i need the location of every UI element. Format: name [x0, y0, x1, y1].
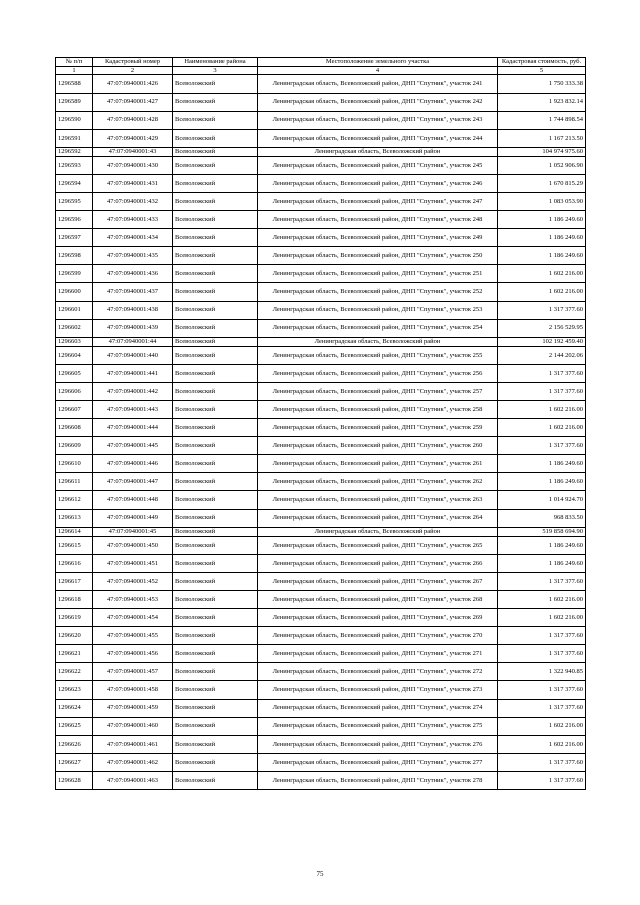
table-row [56, 401, 586, 419]
location-cell: Ленинградская область, Всеволожский район, ДНП "Спутник", участок 276 [258, 735, 498, 753]
header-number: № п/п [56, 58, 93, 67]
cadastral-value-cell: 1 670 815.29 [498, 174, 586, 192]
location-cell: Ленинградская область, Всеволожский район, ДНП "Спутник", участок 269 [258, 609, 498, 627]
district-cell: Всеволожский [173, 346, 258, 364]
row-number-cell: 1296618 [56, 590, 93, 608]
table-row [56, 554, 586, 572]
location-cell: Ленинградская область, Всеволожский район, ДНП "Спутник", участок 270 [258, 627, 498, 645]
table-row [56, 509, 586, 527]
cadastral-value-cell: 1 317 377.60 [498, 771, 586, 789]
table-row [56, 663, 586, 681]
table-row [56, 364, 586, 382]
cadastral-number-cell: 47:07:0940001:441 [93, 364, 173, 382]
location-cell: Ленинградская область, Всеволожский район, ДНП "Спутник", участок 244 [258, 129, 498, 147]
cadastral-number-cell: 47:07:0940001:449 [93, 509, 173, 527]
district-cell: Всеволожский [173, 735, 258, 753]
district-cell: Всеволожский [173, 753, 258, 771]
cadastral-value-cell: 1 317 377.60 [498, 572, 586, 590]
cadastral-number-cell: 47:07:0940001:439 [93, 319, 173, 337]
district-cell: Всеволожский [173, 771, 258, 789]
cadastral-number-cell: 47:07:0940001:435 [93, 247, 173, 265]
cadastral-number-cell: 47:07:0940001:445 [93, 437, 173, 455]
cadastral-value-cell: 1 186 249.60 [498, 211, 586, 229]
row-number-cell: 1296619 [56, 609, 93, 627]
cadastral-value-cell: 1 052 906.90 [498, 156, 586, 174]
cadastral-number-cell: 47:07:0940001:461 [93, 735, 173, 753]
location-cell: Ленинградская область, Всеволожский район, ДНП "Спутник", участок 257 [258, 382, 498, 400]
row-number-cell: 1296622 [56, 663, 93, 681]
district-cell: Всеволожский [173, 147, 258, 156]
district-cell: Всеволожский [173, 283, 258, 301]
row-number-cell: 1296624 [56, 699, 93, 717]
cadastral-value-cell: 1 602 216.00 [498, 735, 586, 753]
table-row [56, 265, 586, 283]
cadastral-value-cell: 1 602 216.00 [498, 401, 586, 419]
cadastral-value-cell: 1 744 898.54 [498, 111, 586, 129]
location-cell: Ленинградская область, Всеволожский район, ДНП "Спутник", участок 263 [258, 491, 498, 509]
row-number-cell: 1296613 [56, 509, 93, 527]
row-number-cell: 1296627 [56, 753, 93, 771]
cadastral-value-cell: 1 602 216.00 [498, 419, 586, 437]
district-cell: Всеволожский [173, 419, 258, 437]
district-cell: Всеволожский [173, 491, 258, 509]
district-cell: Всеволожский [173, 229, 258, 247]
row-number-cell: 1296614 [56, 527, 93, 536]
cadastral-number-cell: 47:07:0940001:458 [93, 681, 173, 699]
location-cell: Ленинградская область, Всеволожский район, ДНП "Спутник", участок 265 [258, 536, 498, 554]
header-location: Местоположение земельного участка [258, 58, 498, 67]
column-number: 3 [173, 67, 258, 75]
location-cell: Ленинградская область, Всеволожский район [258, 527, 498, 536]
table-row [56, 211, 586, 229]
location-cell: Ленинградская область, Всеволожский район, ДНП "Спутник", участок 249 [258, 229, 498, 247]
district-cell: Всеволожский [173, 75, 258, 93]
district-cell: Всеволожский [173, 192, 258, 210]
table-row [56, 192, 586, 210]
table-row [56, 491, 586, 509]
row-number-cell: 1296599 [56, 265, 93, 283]
district-cell: Всеволожский [173, 129, 258, 147]
cadastral-number-cell: 47:07:0940001:430 [93, 156, 173, 174]
cadastral-number-cell: 47:07:0940001:446 [93, 455, 173, 473]
row-number-cell: 1296591 [56, 129, 93, 147]
district-cell: Всеволожский [173, 590, 258, 608]
location-cell: Ленинградская область, Всеволожский район, ДНП "Спутник", участок 243 [258, 111, 498, 129]
row-number-cell: 1296620 [56, 627, 93, 645]
district-cell: Всеволожский [173, 211, 258, 229]
district-cell: Всеволожский [173, 319, 258, 337]
district-cell: Всеволожский [173, 609, 258, 627]
cadastral-number-cell: 47:07:0940001:443 [93, 401, 173, 419]
district-cell: Всеволожский [173, 554, 258, 572]
cadastral-value-cell: 1 923 832.14 [498, 93, 586, 111]
table-row [56, 735, 586, 753]
cadastral-number-cell: 47:07:0940001:431 [93, 174, 173, 192]
district-cell: Всеволожский [173, 509, 258, 527]
row-number-cell: 1296602 [56, 319, 93, 337]
row-number-cell: 1296609 [56, 437, 93, 455]
location-cell: Ленинградская область, Всеволожский район, ДНП "Спутник", участок 261 [258, 455, 498, 473]
row-number-cell: 1296625 [56, 717, 93, 735]
district-cell: Всеволожский [173, 401, 258, 419]
cadastral-value-cell: 1 186 249.60 [498, 247, 586, 265]
district-cell: Всеволожский [173, 455, 258, 473]
cadastral-number-cell: 47:07:0940001:453 [93, 590, 173, 608]
cadastral-number-cell: 47:07:0940001:462 [93, 753, 173, 771]
cadastral-number-cell: 47:07:0940001:432 [93, 192, 173, 210]
cadastral-value-cell: 1 083 053.90 [498, 192, 586, 210]
cadastral-value-cell: 1 602 216.00 [498, 265, 586, 283]
cadastral-value-cell: 1 317 377.60 [498, 681, 586, 699]
cadastral-number-cell: 47:07:0940001:44 [93, 337, 173, 346]
location-cell: Ленинградская область, Всеволожский район, ДНП "Спутник", участок 255 [258, 346, 498, 364]
table-row [56, 247, 586, 265]
cadastral-number-cell: 47:07:0940001:448 [93, 491, 173, 509]
cadastral-value-cell: 1 186 249.60 [498, 554, 586, 572]
cadastral-number-cell: 47:07:0940001:434 [93, 229, 173, 247]
row-number-cell: 1296600 [56, 283, 93, 301]
row-number-cell: 1296601 [56, 301, 93, 319]
row-number-cell: 1296623 [56, 681, 93, 699]
location-cell: Ленинградская область, Всеволожский район, ДНП "Спутник", участок 268 [258, 590, 498, 608]
cadastral-value-cell: 2 144 202.06 [498, 346, 586, 364]
cadastral-number-cell: 47:07:0940001:433 [93, 211, 173, 229]
cadastral-value-cell: 1 602 216.00 [498, 717, 586, 735]
row-number-cell: 1296616 [56, 554, 93, 572]
column-number: 1 [56, 67, 93, 75]
district-cell: Всеволожский [173, 536, 258, 554]
cadastral-number-cell: 47:07:0940001:440 [93, 346, 173, 364]
row-number-cell: 1296593 [56, 156, 93, 174]
row-number-cell: 1296604 [56, 346, 93, 364]
district-cell: Всеволожский [173, 156, 258, 174]
cadastral-value-cell: 1 602 216.00 [498, 283, 586, 301]
table-row [56, 382, 586, 400]
cadastral-value-cell: 1 186 249.60 [498, 455, 586, 473]
table-row [56, 681, 586, 699]
district-cell: Всеволожский [173, 111, 258, 129]
column-number: 2 [93, 67, 173, 75]
district-cell: Всеволожский [173, 699, 258, 717]
location-cell: Ленинградская область, Всеволожский район, ДНП "Спутник", участок 266 [258, 554, 498, 572]
location-cell: Ленинградская область, Всеволожский район, ДНП "Спутник", участок 274 [258, 699, 498, 717]
table-row [56, 346, 586, 364]
cadastral-number-cell: 47:07:0940001:436 [93, 265, 173, 283]
cadastral-number-cell: 47:07:0940001:454 [93, 609, 173, 627]
location-cell: Ленинградская область, Всеволожский район, ДНП "Спутник", участок 253 [258, 301, 498, 319]
district-cell: Всеволожский [173, 437, 258, 455]
cadastral-number-cell: 47:07:0940001:450 [93, 536, 173, 554]
row-number-cell: 1296621 [56, 645, 93, 663]
table-row [56, 717, 586, 735]
cadastral-number-cell: 47:07:0940001:457 [93, 663, 173, 681]
table-row [56, 473, 586, 491]
table-row [56, 455, 586, 473]
column-number: 4 [258, 67, 498, 75]
district-cell: Всеволожский [173, 681, 258, 699]
cadastral-value-cell: 1 167 213.50 [498, 129, 586, 147]
row-number-cell: 1296590 [56, 111, 93, 129]
row-number-cell: 1296595 [56, 192, 93, 210]
table-row [56, 419, 586, 437]
table-row [56, 645, 586, 663]
cadastral-value-cell: 1 014 924.70 [498, 491, 586, 509]
district-cell: Всеволожский [173, 364, 258, 382]
header-cadastral-number: Кадастровый номер [93, 58, 173, 67]
location-cell: Ленинградская область, Всеволожский район, ДНП "Спутник", участок 260 [258, 437, 498, 455]
cadastral-value-cell: 1 602 216.00 [498, 609, 586, 627]
cadastral-value-cell: 2 156 529.95 [498, 319, 586, 337]
row-number-cell: 1296598 [56, 247, 93, 265]
location-cell: Ленинградская область, Всеволожский район, ДНП "Спутник", участок 262 [258, 473, 498, 491]
table-header-row [56, 58, 586, 67]
table-row [56, 753, 586, 771]
cadastral-value-cell: 1 322 940.85 [498, 663, 586, 681]
table-row [56, 319, 586, 337]
district-cell: Всеволожский [173, 572, 258, 590]
column-number-row [56, 67, 586, 75]
location-cell: Ленинградская область, Всеволожский район, ДНП "Спутник", участок 264 [258, 509, 498, 527]
location-cell: Ленинградская область, Всеволожский район, ДНП "Спутник", участок 277 [258, 753, 498, 771]
cadastral-value-cell: 1 602 216.00 [498, 590, 586, 608]
location-cell: Ленинградская область, Всеволожский район, ДНП "Спутник", участок 275 [258, 717, 498, 735]
cadastral-number-cell: 47:07:0940001:442 [93, 382, 173, 400]
district-cell: Всеволожский [173, 717, 258, 735]
column-number: 5 [498, 67, 586, 75]
district-cell: Всеволожский [173, 645, 258, 663]
district-cell: Всеволожский [173, 301, 258, 319]
cadastral-value-cell: 1 186 249.60 [498, 473, 586, 491]
district-cell: Всеволожский [173, 627, 258, 645]
cadastral-number-cell: 47:07:0940001:43 [93, 147, 173, 156]
header-cadastral-value: Кадастровая стоимость, руб. [498, 58, 586, 67]
row-number-cell: 1296603 [56, 337, 93, 346]
cadastral-number-cell: 47:07:0940001:429 [93, 129, 173, 147]
table-row [56, 609, 586, 627]
location-cell: Ленинградская область, Всеволожский район, ДНП "Спутник", участок 250 [258, 247, 498, 265]
cadastral-number-cell: 47:07:0940001:460 [93, 717, 173, 735]
location-cell: Ленинградская область, Всеволожский район, ДНП "Спутник", участок 272 [258, 663, 498, 681]
district-cell: Всеволожский [173, 337, 258, 346]
row-number-cell: 1296596 [56, 211, 93, 229]
table-row [56, 536, 586, 554]
location-cell: Ленинградская область, Всеволожский район, ДНП "Спутник", участок 273 [258, 681, 498, 699]
row-number-cell: 1296615 [56, 536, 93, 554]
cadastral-number-cell: 47:07:0940001:438 [93, 301, 173, 319]
cadastral-value-cell: 104 974 975.60 [498, 147, 586, 156]
table-row [56, 129, 586, 147]
row-number-cell: 1296611 [56, 473, 93, 491]
location-cell: Ленинградская область, Всеволожский район, ДНП "Спутник", участок 254 [258, 319, 498, 337]
row-number-cell: 1296612 [56, 491, 93, 509]
row-number-cell: 1296610 [56, 455, 93, 473]
district-cell: Всеволожский [173, 382, 258, 400]
district-cell: Всеволожский [173, 527, 258, 536]
row-number-cell: 1296607 [56, 401, 93, 419]
cadastral-number-cell: 47:07:0940001:455 [93, 627, 173, 645]
cadastral-number-cell: 47:07:0940001:444 [93, 419, 173, 437]
row-number-cell: 1296605 [56, 364, 93, 382]
row-number-cell: 1296608 [56, 419, 93, 437]
district-cell: Всеволожский [173, 473, 258, 491]
location-cell: Ленинградская область, Всеволожский район, ДНП "Спутник", участок 246 [258, 174, 498, 192]
location-cell: Ленинградская область, Всеволожский район, ДНП "Спутник", участок 245 [258, 156, 498, 174]
location-cell: Ленинградская область, Всеволожский район, ДНП "Спутник", участок 251 [258, 265, 498, 283]
district-cell: Всеволожский [173, 174, 258, 192]
cadastral-value-cell: 1 317 377.60 [498, 364, 586, 382]
location-cell: Ленинградская область, Всеволожский район, ДНП "Спутник", участок 242 [258, 93, 498, 111]
cadastral-value-cell: 1 186 249.60 [498, 536, 586, 554]
row-number-cell: 1296588 [56, 75, 93, 93]
location-cell: Ленинградская область, Всеволожский район, ДНП "Спутник", участок 258 [258, 401, 498, 419]
table-row [56, 301, 586, 319]
row-number-cell: 1296589 [56, 93, 93, 111]
table-row [56, 627, 586, 645]
row-number-cell: 1296592 [56, 147, 93, 156]
table-row [56, 771, 586, 789]
location-cell: Ленинградская область, Всеволожский район, ДНП "Спутник", участок 267 [258, 572, 498, 590]
cadastral-value-cell: 1 317 377.60 [498, 301, 586, 319]
table-row [56, 590, 586, 608]
row-number-cell: 1296597 [56, 229, 93, 247]
table-row [56, 147, 586, 156]
location-cell: Ленинградская область, Всеволожский район, ДНП "Спутник", участок 252 [258, 283, 498, 301]
location-cell: Ленинградская область, Всеволожский район, ДНП "Спутник", участок 241 [258, 75, 498, 93]
table-row [56, 699, 586, 717]
cadastral-value-cell: 1 317 377.60 [498, 627, 586, 645]
cadastral-value-cell: 1 317 377.60 [498, 753, 586, 771]
district-cell: Всеволожский [173, 247, 258, 265]
cadastral-number-cell: 47:07:0940001:428 [93, 111, 173, 129]
location-cell: Ленинградская область, Всеволожский район, ДНП "Спутник", участок 247 [258, 192, 498, 210]
cadastral-number-cell: 47:07:0940001:452 [93, 572, 173, 590]
cadastral-value-cell: 1 317 377.60 [498, 382, 586, 400]
cadastral-number-cell: 47:07:0940001:459 [93, 699, 173, 717]
cadastral-value-cell: 968 833.50 [498, 509, 586, 527]
cadastral-number-cell: 47:07:0940001:437 [93, 283, 173, 301]
cadastral-number-cell: 47:07:0940001:427 [93, 93, 173, 111]
district-cell: Всеволожский [173, 93, 258, 111]
table-row [56, 156, 586, 174]
district-cell: Всеволожский [173, 663, 258, 681]
location-cell: Ленинградская область, Всеволожский район, ДНП "Спутник", участок 248 [258, 211, 498, 229]
table-row [56, 527, 586, 536]
table-row [56, 75, 586, 93]
cadastral-value-cell: 1 750 333.38 [498, 75, 586, 93]
location-cell: Ленинградская область, Всеволожский район, ДНП "Спутник", участок 278 [258, 771, 498, 789]
cadastral-number-cell: 47:07:0940001:451 [93, 554, 173, 572]
table-row [56, 111, 586, 129]
table-body [56, 75, 586, 790]
table-row [56, 437, 586, 455]
table-row [56, 572, 586, 590]
row-number-cell: 1296628 [56, 771, 93, 789]
cadastral-number-cell: 47:07:0940001:463 [93, 771, 173, 789]
cadastral-number-cell: 47:07:0940001:426 [93, 75, 173, 93]
table-row [56, 283, 586, 301]
location-cell: Ленинградская область, Всеволожский район [258, 337, 498, 346]
cadastral-value-table [55, 57, 586, 790]
location-cell: Ленинградская область, Всеволожский район, ДНП "Спутник", участок 259 [258, 419, 498, 437]
table-row [56, 93, 586, 111]
cadastral-number-cell: 47:07:0940001:45 [93, 527, 173, 536]
location-cell: Ленинградская область, Всеволожский район [258, 147, 498, 156]
page-number: 75 [316, 870, 324, 878]
cadastral-number-cell: 47:07:0940001:447 [93, 473, 173, 491]
cadastral-value-cell: 1 317 377.60 [498, 437, 586, 455]
location-cell: Ленинградская область, Всеволожский район, ДНП "Спутник", участок 271 [258, 645, 498, 663]
location-cell: Ленинградская область, Всеволожский район, ДНП "Спутник", участок 256 [258, 364, 498, 382]
row-number-cell: 1296617 [56, 572, 93, 590]
district-cell: Всеволожский [173, 265, 258, 283]
cadastral-number-cell: 47:07:0940001:456 [93, 645, 173, 663]
row-number-cell: 1296606 [56, 382, 93, 400]
cadastral-value-cell: 1 186 249.60 [498, 229, 586, 247]
table-row [56, 337, 586, 346]
cadastral-value-cell: 1 317 377.60 [498, 699, 586, 717]
table-row [56, 229, 586, 247]
cadastral-value-cell: 102 192 459.40 [498, 337, 586, 346]
table-row [56, 174, 586, 192]
cadastral-value-cell: 1 317 377.60 [498, 645, 586, 663]
row-number-cell: 1296594 [56, 174, 93, 192]
header-district: Наименование района [173, 58, 258, 67]
cadastral-value-cell: 519 858 694.90 [498, 527, 586, 536]
row-number-cell: 1296626 [56, 735, 93, 753]
